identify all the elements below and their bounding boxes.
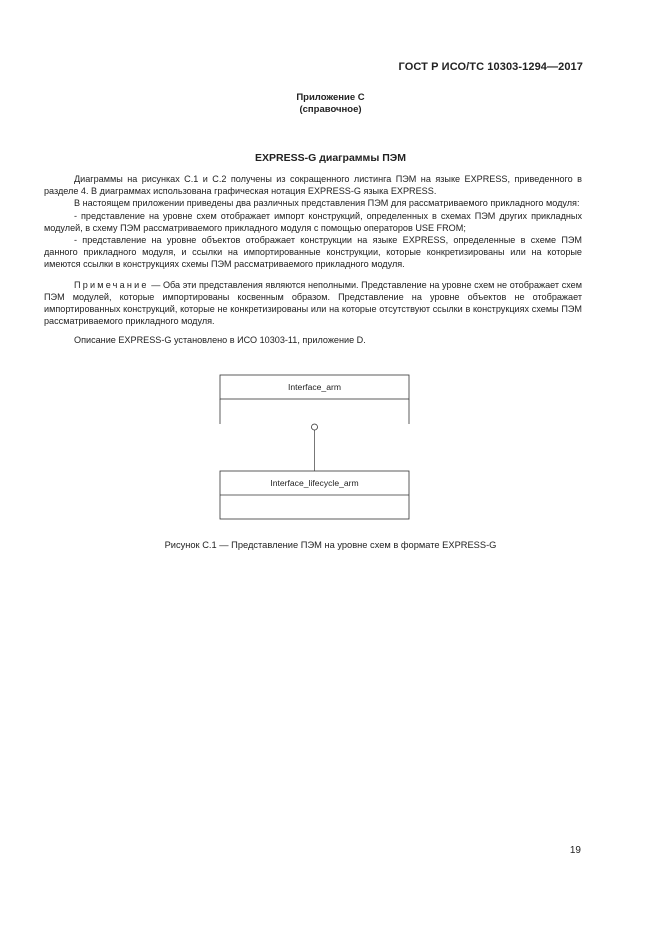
page-number: 19	[569, 845, 581, 856]
paragraph-4: - представление на уровне объектов отображает конструкции на языке EXPRESS, определенные в схеме ПЭМ данного прикладного модуля, и ссылки на импортированные конструкции, которые конкретизированы или на которые имеются ссылки в конструкциях схемы ПЭМ рассматриваемого прикладного модуля.	[44, 235, 582, 270]
connector-circle-icon	[312, 424, 318, 430]
paragraph-1: Диаграммы на рисунках С.1 и С.2 получены из сокращенного листинга ПЭМ на языке EXPRESS, приведенного в разделе 4. В диаграммах использована графическая нотация EXPRESS-G языка EXPRESS.	[44, 174, 582, 197]
paragraph-5: Описание EXPRESS-G установлено в ИСО 10303-11, приложение D.	[74, 335, 366, 346]
figure-caption: Рисунок С.1 — Представление ПЭМ на уровне схем в формате EXPRESS-G	[164, 540, 497, 550]
appendix-subtitle: (справочное)	[299, 104, 362, 115]
note-text: — Оба эти представления являются неполными. Представление на уровне схем не отображает схем ПЭМ модулей, которые импортированы косвенным образом. Представление на уровне объектов не отображает импортированных конструкций, которые не конкретизированы или на которые отсутствуют ссылки в конструкциях схемы ПЭМ рассматриваемого прикладного модуля.	[44, 279, 582, 327]
bottom-box-label: Interface_lifecycle_arm	[270, 478, 359, 488]
document-code-header: ГОСТ Р ИСО/ТС 10303-1294—2017	[398, 61, 583, 73]
section-title: EXPRESS-G диаграммы ПЭМ	[255, 152, 406, 164]
top-box-label: Interface_arm	[287, 382, 342, 392]
appendix-title: Приложение С	[296, 92, 365, 103]
use-from-connector	[312, 424, 318, 471]
note-label: Примечание	[74, 279, 149, 290]
paragraph-2: В настоящем приложении приведены два различных представления ПЭМ для рассматриваемого прикладного модуля:	[74, 198, 580, 209]
paragraph-3: - представление на уровне схем отображает импорт конструкций, определенных в схемах ПЭМ других прикладных модулей, в схему ПЭМ рассматриваемого прикладного модуля с помощью операторов USE FROM;	[44, 210, 582, 233]
